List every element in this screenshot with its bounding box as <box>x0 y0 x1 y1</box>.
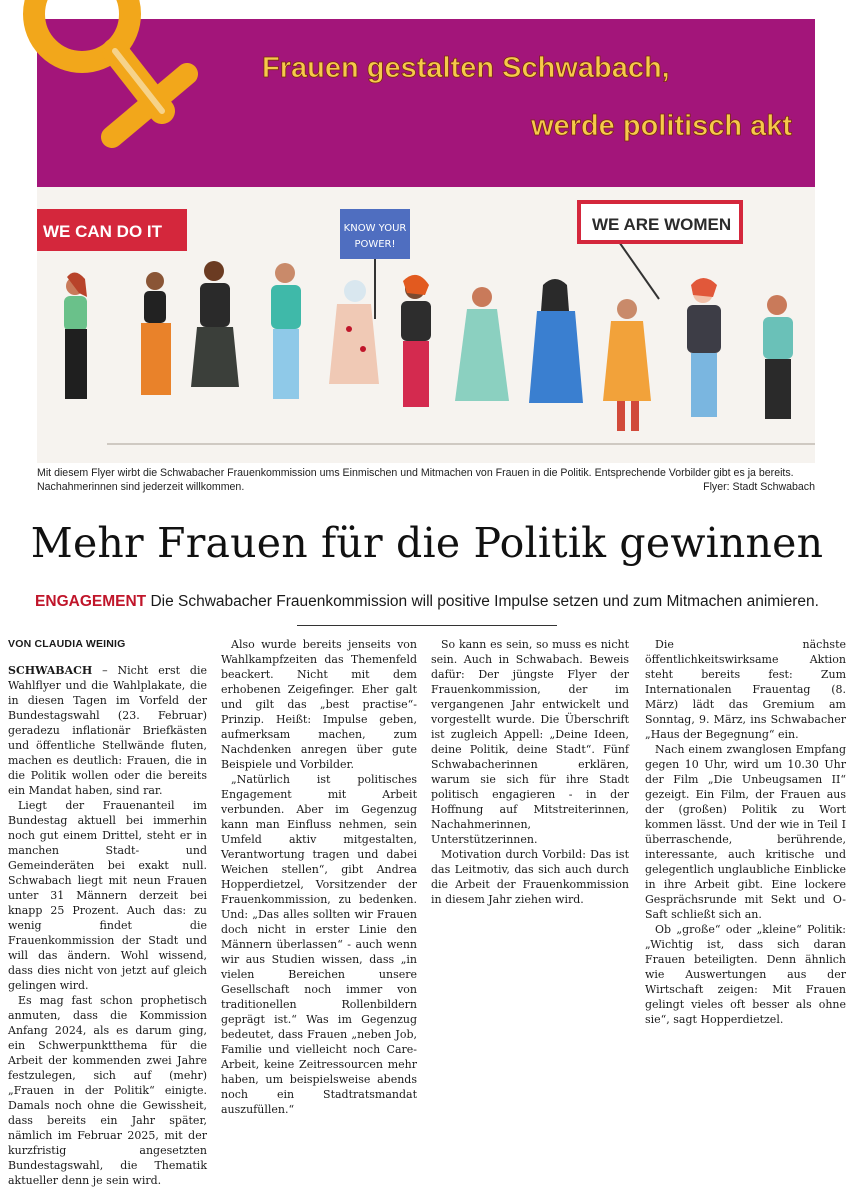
flyer-headline-2: werde politisch akt <box>531 110 793 142</box>
article-paragraph-6: So kann es sein, so muss es nicht sein. Auch in Schwabach. Beweis dafür: Der jüngste Flyer der Frauenkommission, der im vergangenen Jahr entwickelt und vorgestellt wurde. Die Überschrift ist zugleich Appell: „Deine Ideen, deine Politik, deine Stadt“. Fünf Schwabacherinnen erklären, warum sie sich für ihre Stadt politisch engagieren - in der Hoffnung auf Mitstreiterinnen, Nachahmerinnen, Unterstützerinnen. <box>431 638 629 846</box>
article-paragraph-3: Es mag fast schon prophetisch anmuten, dass die Kommission Anfang 2024, als es darum ging, ein Schwerpunktthema für die Arbeit der kommenden zwei Jahre festzulegen, sich auf (mehr) „Frauen in der Politik“ einigte. Damals noch ohne die Gewissheit, dass bereits ein Jahr später, nämlich im Februar 2025, mit der kurzfristig angesetzten Bundestagswahl, die Thematik aktueller denn je sein wird. <box>8 994 207 1187</box>
headline-rule <box>297 625 557 626</box>
flyer-headline-1: Frauen gestalten Schwabach, <box>262 52 670 84</box>
article-column-2 <box>221 637 417 1116</box>
sign-we-can-do-it <box>37 209 187 251</box>
image-caption <box>37 466 815 494</box>
article-paragraph-8: Die nächste öffentlichkeitswirksame Aktion steht bereits fest: Zum Internationalen Frauentag (8. März) lädt das Gremium am Sonntag, 9. März, ins Schwabacher „Haus der Begegnung“ ein. <box>645 638 846 741</box>
svg-text:KNOW YOUR: KNOW YOUR <box>343 223 407 234</box>
article-paragraph-5: „Natürlich ist politisches Engagement mit Arbeit verbunden. Aber im Gegenzug kann man Einfluss nehmen, sein Umfeld aktiv mitgestalten, Verantwortung tragen und dabei Weichen stellen“, gibt Andrea Hopperdietzel, Vorsitzender der Frauenkommission, zu bedenken. Und: „Das alles sollten wir Frauen doch nicht in erster Linie den Männern überlassen“ - auch wenn wir aus Studien wissen, dass „in vielen Bereichen unsere Gesellschaft noch immer von traditionellen Rollenbildern geprägt ist.“ Was im Gegenzug bedeutet, dass Frauen „neben Job, Familie und vielleicht noch Care-Arbeit, keine Zeitressourcen mehr haben, um beispielsweise abends noch ein Stadtratsmandat auszufüllen.“ <box>221 773 417 1116</box>
byline: VON CLAUDIA WEINIG <box>8 638 126 650</box>
caption-line-1: Mit diesem Flyer wirbt die Schwabacher Frauenkommission ums Einmischen und Mitmachen von Frauen in die Politik. Entsprechende Vorbilder gibt es ja bereits. <box>37 467 794 479</box>
svg-text:POWER!: POWER! <box>354 239 396 250</box>
article-paragraph-9: Nach einem zwanglosen Empfang gegen 10 Uhr, wird um 10.30 Uhr der Film „Die Unbeugsamen II“ gezeigt. Ein Film, der Frauen aus der (großen) Politik zu Wort kommen lässt. Und der wie in Teil I überraschende, berührende, interessante, auch kritische und gelegentlich unglaubliche Einblicke in ihre Arbeit gibt. Eine lockere Gesprächsrunde mit Sekt und O-Saft schließt sich an. <box>645 743 846 921</box>
article-headline: Mehr Frauen für die Politik gewinnen <box>30 519 824 567</box>
svg-text:WE CAN DO IT: WE CAN DO IT <box>43 222 162 241</box>
article-column-1 <box>8 637 207 1187</box>
article-paragraph-1: SCHWABACH – Nicht erst die Wahlflyer und die Wahlplakate, die in diesen Tagen im Vorfeld der Bundestagswahl (23. Februar) geradezu inflationär Briefkästen und öffentliche Stellwände fluten, machen es deutlich: Frauen, die in die Politik wollen oder die bereits ein Mandat haben, sind rar. <box>8 664 207 797</box>
article-paragraph-4: Also wurde bereits jenseits von Wahlkampfzeiten das Themenfeld beackert. Nicht mit dem erhobenen Zeigefinger. Eher galt und gilt das „best practise“-Prinzip. Heißt: Impulse geben, aufmerksam machen, zum Nachdenken anregen über gute Beispiele und Vorbilder. <box>221 638 417 771</box>
dateline: SCHWABACH <box>8 664 93 677</box>
flyer-image <box>37 19 815 463</box>
kicker: ENGAGEMENT <box>35 593 147 610</box>
article-paragraph-2: Liegt der Frauenanteil im Bundestag aktuell bei immerhin noch gut einem Drittel, steht er in manchen Stadt- und Gemeinderäten bei exakt null. Schwabach liegt mit neun Frauen unter 31 Männern derzeit bei knapp 25 Prozent. Auch das: zu wenig findet die Frauenkommission der Stadt und will das ändern. Wohl wissend, dass dies nicht von jetzt auf gleich gelingen wird. <box>8 799 207 992</box>
photo-credit: Flyer: Stadt Schwabach <box>703 481 815 493</box>
caption-line-2: Nachahmerinnen sind jederzeit willkommen. <box>37 481 245 493</box>
article-column-4 <box>645 637 846 1026</box>
article-paragraph-7: Motivation durch Vorbild: Das ist das Leitmotiv, das sich auch durch die Arbeit der Frauenkommission in diesem Jahr ziehen wird. <box>431 848 629 906</box>
subline-text: Die Schwabacher Frauenkommission will positive Impulse setzen und zum Mitmachen animieren. <box>146 593 819 610</box>
article-paragraph-10: Ob „große“ oder „kleine“ Politik: „Wichtig ist, dass sich daran Frauen beteiligten. Denn ähnlich wie Auswertungen aus der Wirtschaft zeigen: Mit Frauen gelingt vieles oft besser als ohne sie“, sagt Hopperdietzel. <box>645 923 846 1026</box>
flyer-illustration <box>37 19 815 463</box>
article-column-3 <box>431 637 629 1009</box>
svg-text:WE ARE WOMEN: WE ARE WOMEN <box>592 215 732 234</box>
article-subline <box>0 591 854 613</box>
